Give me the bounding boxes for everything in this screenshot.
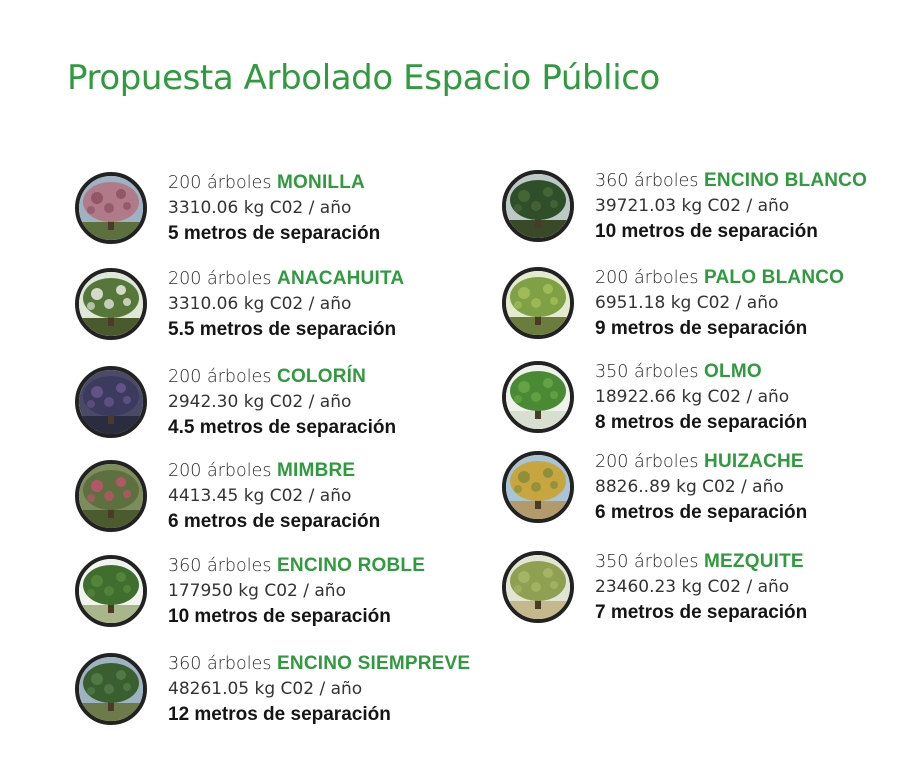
tree-photo-icon bbox=[75, 366, 147, 438]
tree-separation: 7 metros de separación bbox=[595, 602, 808, 623]
tree-count: 200 árboles bbox=[595, 268, 699, 288]
tree-co2: 8826..89 kg C02 / año bbox=[595, 477, 784, 497]
tree-separation: 5 metros de separación bbox=[168, 223, 381, 244]
tree-count: 200 árboles bbox=[168, 461, 272, 481]
tree-separation: 6 metros de separación bbox=[595, 502, 808, 523]
tree-heading bbox=[168, 458, 380, 484]
tree-heading bbox=[168, 553, 425, 579]
tree-item bbox=[75, 651, 495, 735]
tree-count: 350 árboles bbox=[595, 552, 699, 572]
tree-separation: 10 metros de separación bbox=[595, 221, 818, 242]
tree-co2: 6951.18 kg C02 / año bbox=[595, 293, 779, 313]
tree-species-name: MONILLA bbox=[277, 172, 365, 193]
tree-photo-icon bbox=[502, 361, 574, 433]
tree-co2: 2942.30 kg C02 / año bbox=[168, 392, 352, 412]
tree-item bbox=[75, 266, 495, 350]
tree-separation: 6 metros de separación bbox=[168, 511, 381, 532]
tree-info bbox=[168, 553, 425, 629]
tree-separation: 9 metros de separación bbox=[595, 318, 808, 339]
tree-photo-icon bbox=[75, 653, 147, 725]
tree-photo-icon bbox=[75, 460, 147, 532]
page-title: Propuesta Arbolado Espacio Público bbox=[67, 58, 660, 98]
tree-species-name: MEZQUITE bbox=[704, 551, 804, 572]
tree-item bbox=[502, 449, 901, 533]
tree-heading bbox=[595, 549, 807, 575]
tree-photo-icon bbox=[502, 551, 574, 623]
tree-count: 360 árboles bbox=[168, 556, 272, 576]
tree-count: 200 árboles bbox=[595, 452, 699, 472]
tree-species-name: ENCINO SIEMPREVE bbox=[277, 653, 471, 674]
tree-species-name: HUIZACHE bbox=[704, 451, 804, 472]
tree-species-name: ANACAHUITA bbox=[277, 268, 405, 289]
tree-item bbox=[502, 168, 901, 252]
tree-count: 200 árboles bbox=[168, 367, 272, 387]
tree-photo-icon bbox=[75, 555, 147, 627]
tree-heading bbox=[595, 449, 807, 475]
tree-count: 360 árboles bbox=[595, 171, 699, 191]
tree-heading bbox=[168, 364, 396, 390]
tree-item bbox=[75, 458, 495, 542]
tree-heading bbox=[168, 651, 470, 677]
tree-co2: 39721.03 kg C02 / año bbox=[595, 196, 790, 216]
tree-count: 200 árboles bbox=[168, 269, 272, 289]
tree-species-name: MIMBRE bbox=[277, 460, 356, 481]
tree-species-name: ENCINO BLANCO bbox=[704, 170, 868, 191]
tree-info bbox=[595, 168, 867, 244]
tree-info bbox=[168, 170, 380, 246]
tree-info bbox=[595, 549, 807, 625]
tree-co2: 177950 kg C02 / año bbox=[168, 581, 346, 601]
tree-count: 200 árboles bbox=[168, 173, 272, 193]
tree-co2: 23460.23 kg C02 / año bbox=[595, 577, 790, 597]
tree-separation: 4.5 metros de separación bbox=[168, 417, 397, 438]
tree-info bbox=[168, 651, 470, 727]
tree-info bbox=[168, 364, 396, 440]
tree-photo-icon bbox=[502, 170, 574, 242]
tree-item bbox=[502, 265, 901, 349]
tree-co2: 3310.06 kg C02 / año bbox=[168, 294, 352, 314]
tree-photo-icon bbox=[502, 267, 574, 339]
tree-info bbox=[168, 458, 380, 534]
tree-separation: 12 metros de separación bbox=[168, 704, 391, 725]
tree-info bbox=[168, 266, 404, 342]
tree-info bbox=[595, 449, 807, 525]
tree-co2: 3310.06 kg C02 / año bbox=[168, 198, 352, 218]
tree-heading bbox=[168, 266, 404, 292]
tree-species-name: ENCINO ROBLE bbox=[277, 555, 426, 576]
tree-heading bbox=[595, 359, 807, 385]
tree-item bbox=[502, 549, 901, 633]
tree-separation: 10 metros de separación bbox=[168, 606, 391, 627]
tree-heading bbox=[168, 170, 380, 196]
tree-co2: 18922.66 kg C02 / año bbox=[595, 387, 790, 407]
tree-item bbox=[502, 359, 901, 443]
tree-item bbox=[75, 364, 495, 448]
tree-co2: 4413.45 kg C02 / año bbox=[168, 486, 352, 506]
tree-item bbox=[75, 553, 495, 637]
tree-species-name: OLMO bbox=[704, 361, 762, 382]
tree-separation: 8 metros de separación bbox=[595, 412, 808, 433]
tree-item bbox=[75, 170, 495, 254]
tree-photo-icon bbox=[502, 451, 574, 523]
tree-info bbox=[595, 359, 807, 435]
tree-info bbox=[595, 265, 844, 341]
tree-heading bbox=[595, 265, 844, 291]
tree-photo-icon bbox=[75, 268, 147, 340]
tree-heading bbox=[595, 168, 867, 194]
tree-count: 360 árboles bbox=[168, 654, 272, 674]
tree-photo-icon bbox=[75, 172, 147, 244]
tree-co2: 48261.05 kg C02 / año bbox=[168, 679, 363, 699]
tree-separation: 5.5 metros de separación bbox=[168, 319, 397, 340]
tree-count: 350 árboles bbox=[595, 362, 699, 382]
tree-species-name: PALO BLANCO bbox=[704, 267, 845, 288]
tree-species-name: COLORÍN bbox=[277, 366, 367, 387]
